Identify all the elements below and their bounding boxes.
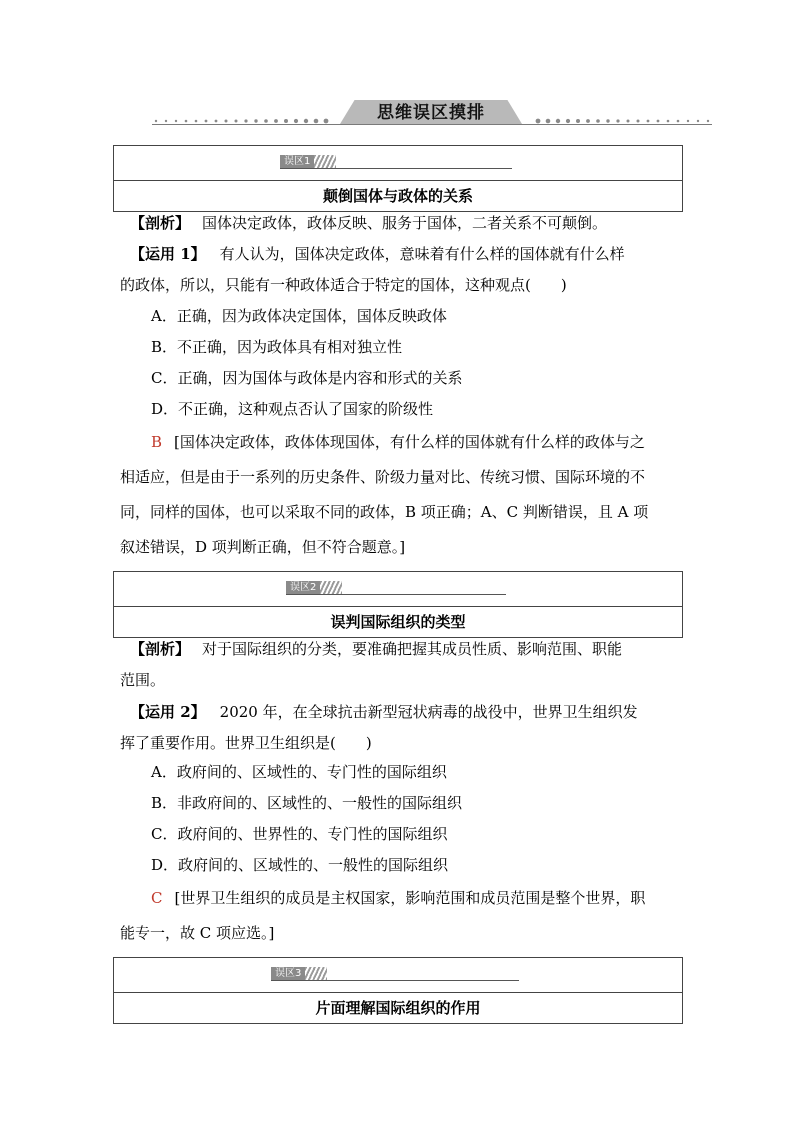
section-heading: 颠倒国体与政体的关系 <box>322 187 473 205</box>
option-b: B．不正确，因为政体具有相对独立性 <box>151 338 403 356</box>
answer-explanation-line <box>151 432 645 452</box>
analysis-text: 国体决定政体，政体反映、服务于国体，二者关系不可颠倒。 <box>202 214 608 232</box>
tag-underline <box>271 980 519 981</box>
section-tag: 误区1 <box>280 155 316 169</box>
option-d: D．政府间的、区域性的、一般性的国际组织 <box>151 856 449 874</box>
section-box-2 <box>113 571 683 638</box>
section-tag-row <box>114 572 682 607</box>
section-tag-row <box>114 146 682 181</box>
explanation-line: 相适应，但是由于一系列的历史条件、阶级力量对比、传统习惯、国际环境的不 <box>120 468 646 486</box>
section-heading: 误判国际组织的类型 <box>330 613 466 631</box>
explanation-line: 能专一，故 C 项应选。] <box>120 924 275 942</box>
section-box-3 <box>113 957 683 1024</box>
explanation-line: 同，同样的国体，也可以采取不同的政体，B 项正确；A、C 判断错误，且 A 项 <box>120 503 649 521</box>
banner-title: 思维误区摸排 <box>377 103 485 123</box>
analysis-label: 【剖析】 <box>130 214 191 232</box>
stem-text: 2020 年，在全球抗击新型冠状病毒的战役中，世界卫生组织发 <box>219 703 638 721</box>
section-box-1 <box>113 145 683 212</box>
analysis-line <box>130 639 622 659</box>
option-c: C．正确，因为国体与政体是内容和形式的关系 <box>151 369 463 387</box>
analysis-line <box>130 213 607 233</box>
section-tag-row <box>114 958 682 993</box>
tag-hatch <box>320 581 342 595</box>
answer-explanation-line <box>151 888 645 908</box>
explanation-text: [世界卫生组织的成员是主权国家，影响范围和成员范围是整个世界，职 <box>174 889 646 907</box>
explanation-line: 叙述错误，D 项判断正确，但不符合题意。] <box>120 538 406 556</box>
analysis-line: 范围。 <box>120 671 166 689</box>
question-stem-line <box>130 244 625 264</box>
section-heading: 片面理解国际组织的作用 <box>315 999 481 1017</box>
use-label: 【运用 2】 <box>130 703 206 721</box>
section-banner <box>152 100 712 132</box>
tag-underline <box>280 168 512 169</box>
stem-text: 有人认为，国体决定政体，意味着有什么样的国体就有什么样 <box>219 245 625 263</box>
option-d: D．不正确，这种观点否认了国家的阶级性 <box>151 400 434 418</box>
explanation-text: [国体决定政体，政体体现国体，有什么样的国体就有什么样的政体与之 <box>174 433 645 451</box>
tag-hatch <box>305 967 327 981</box>
option-a: A．正确，因为政体决定国体，国体反映政体 <box>151 307 447 325</box>
analysis-label: 【剖析】 <box>130 640 191 658</box>
question-stem-line <box>130 702 638 722</box>
question-stem-line: 挥了重要作用。世界卫生组织是( ) <box>120 734 372 752</box>
analysis-text: 对于国际组织的分类，要准确把握其成员性质、影响范围、职能 <box>202 640 623 658</box>
option-a: A．政府间的、区域性的、专门性的国际组织 <box>151 763 447 781</box>
section-tag: 误区2 <box>286 581 322 595</box>
tag-underline <box>286 594 506 595</box>
answer-letter: B <box>151 433 163 451</box>
section-tag: 误区3 <box>271 967 307 981</box>
option-c: C．政府间的、世界性的、专门性的国际组织 <box>151 825 448 843</box>
answer-letter: C <box>151 889 163 907</box>
tag-hatch <box>314 155 336 169</box>
use-label: 【运用 1】 <box>130 245 206 263</box>
option-b: B．非政府间的、区域性的、一般性的国际组织 <box>151 794 463 812</box>
question-stem-line: 的政体，所以，只能有一种政体适合于特定的国体，这种观点( ) <box>120 276 567 294</box>
